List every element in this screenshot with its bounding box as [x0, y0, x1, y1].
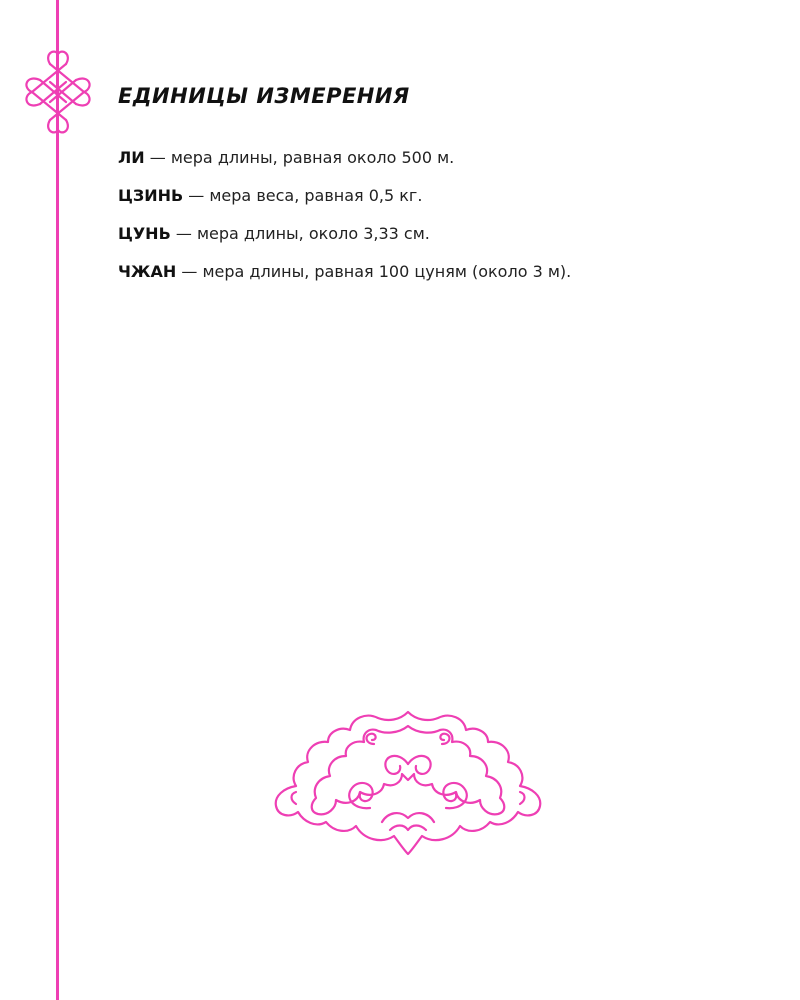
entry-definition: — мера веса, равная 0,5 кг.: [183, 186, 423, 205]
entry-term: ЦЗИНЬ: [118, 186, 184, 205]
glossary-entry-li: [118, 148, 758, 168]
page-title: ЕДИНИЦЫ ИЗМЕРЕНИЯ: [118, 84, 410, 108]
entry-definition: — мера длины, равная 100 цуням (около 3 м).: [176, 262, 572, 281]
decorative-spine-line: [56, 0, 59, 1000]
entry-term: ЧЖАН: [118, 262, 177, 281]
entry-term: ЦУНЬ: [118, 224, 171, 243]
entry-term: ЛИ: [118, 148, 145, 167]
endless-knot-icon: [20, 44, 96, 140]
entry-definition: — мера длины, равная около 500 м.: [144, 148, 455, 167]
glossary-entry-czin: [118, 186, 758, 206]
glossary-entry-cun: [118, 224, 758, 244]
glossary-entry-chzhan: [118, 262, 758, 282]
glossary-list: [118, 148, 758, 300]
cloud-scroll-ornament-icon: [270, 704, 546, 858]
entry-definition: — мера длины, около 3,33 см.: [170, 224, 430, 243]
